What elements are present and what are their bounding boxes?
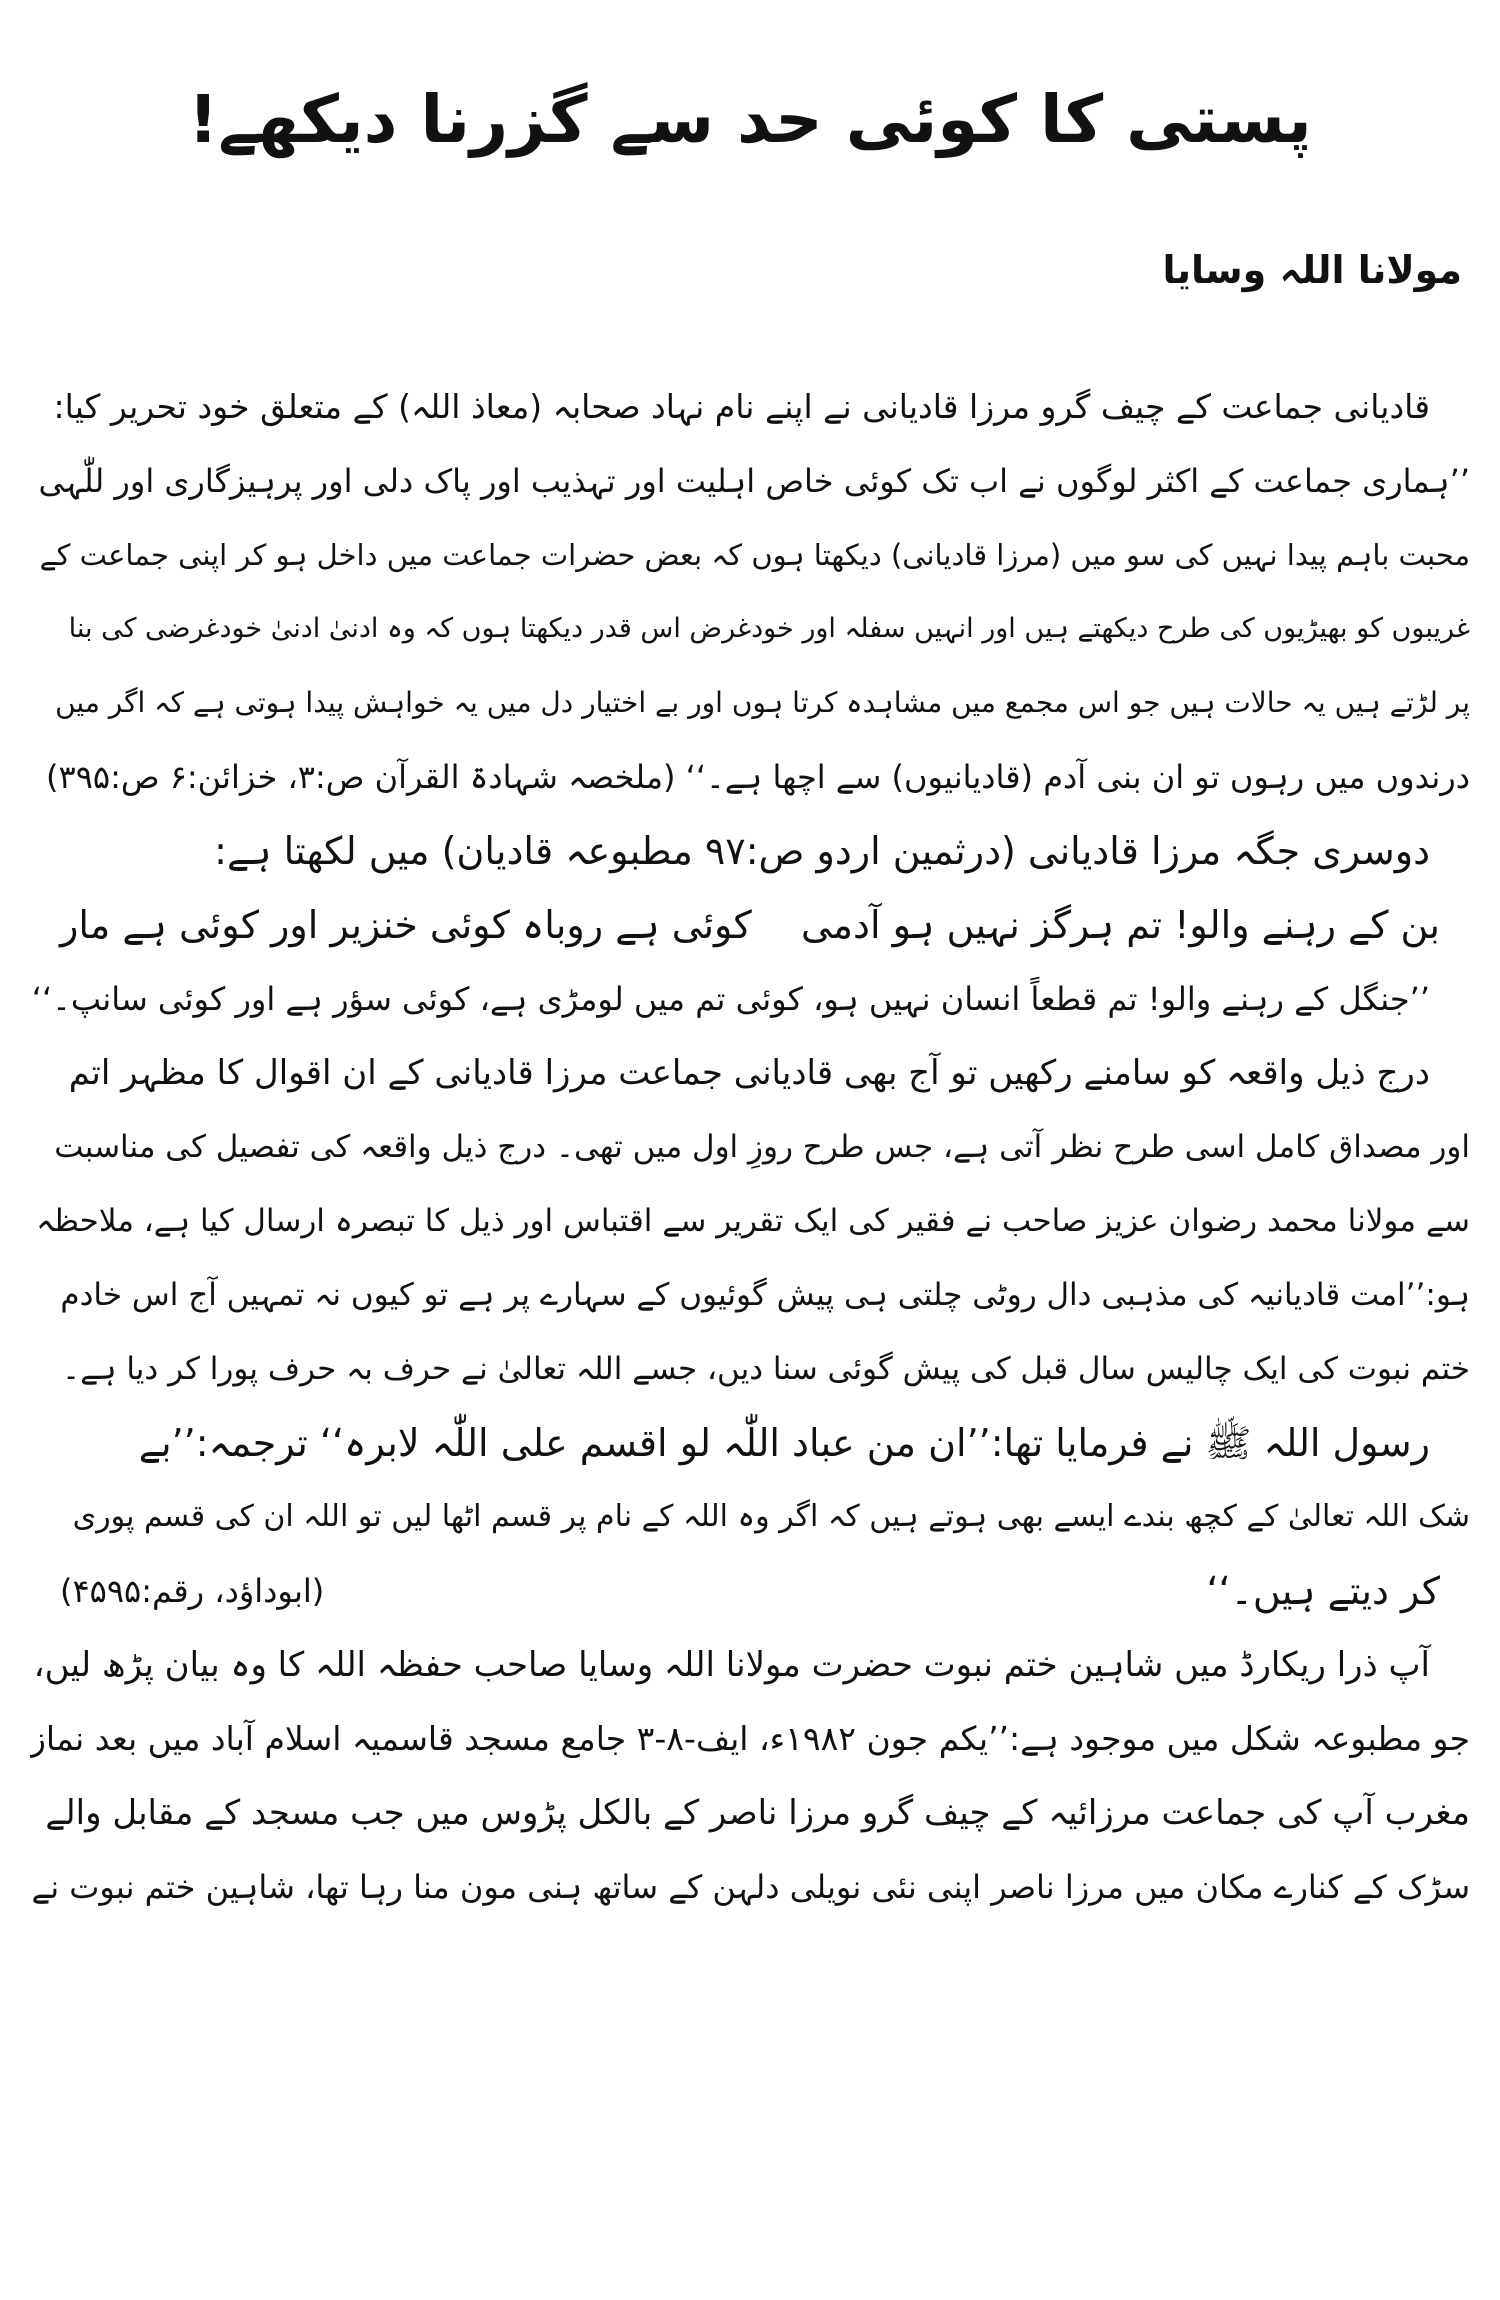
citation: (ابوداؤد، رقم:۴۵۹۵) [60,1572,325,1610]
body-line: دوسری جگہ مرزا قادیانی (درثمین اردو ص:۹۷ مطبوعہ قادیان) میں لکھتا ہے: [214,829,1430,873]
closing-text: کر دیتے ہیں۔‘‘ [1206,1569,1440,1613]
body-line: مغرب آپ کی جماعت مرزائیہ کے چیف گرو مرزا ناصر کے بالکل پڑوس میں جب مسجد کے مقابل والے [45,1793,1470,1833]
document-page [30,30,1470,2270]
body-line: اور مصداق کامل اسی طرح نظر آتی ہے، جس طرح روزِ اول میں تھی۔ درج ذیل واقعہ کی تفصیل کی مناسبت [54,1129,1470,1165]
body-line: قادیانی جماعت کے چیف گرو مرزا قادیانی نے اپنے نام نہاد صحابہ (معاذ اللہ) کے متعلق خود تحریر کیا: [53,387,1430,426]
body-line: سے مولانا محمد رضوان عزیز صاحب نے فقیر کی ایک تقریر سے اقتباس اور ذیل کا تبصرہ ارسال کیا ہے، ملاحظہ [36,1203,1470,1239]
body-line: غریبوں کو بھیڑیوں کی طرح دیکھتے ہیں اور انہیں سفلہ اور خودغرض اس قدر دیکھتا ہوں کہ وہ ادنیٰ ادنیٰ خودغرضی کی بنا [68,613,1470,644]
author-name: مولانا اللہ وسایا [1162,248,1462,292]
poem-hemistich-left: کوئی ہے روباہ کوئی خنزیر اور کوئی ہے مار [60,903,752,947]
body-line: سڑک کے کنارے مکان میں مرزا ناصر اپنی نئی نویلی دلہن کے ساتھ ہنی مون منا رہا تھا، شاہین ختم نبوت نے [31,1868,1470,1906]
body-line: شک اللہ تعالیٰ کے کچھ بندے ایسے بھی ہوتے ہیں کہ اگر وہ اللہ کے نام پر قسم اٹھا لیں تو اللہ ان کی قسم پوری [72,1499,1470,1534]
body-line: رسول اللہ ﷺ نے فرمایا تھا:’’ان من عباد اللّٰہ لو اقسم علی اللّٰہ لابرہ‘‘ ترجمہ:’’بے [138,1421,1430,1465]
body-line: آپ ذرا ریکارڈ میں شاہین ختم نبوت حضرت مولانا اللہ وسایا صاحب حفظہ اللہ کا وہ بیان پڑھ لیں، [33,1645,1430,1685]
article-title: پستی کا کوئی حد سے گزرنا دیکھے! [188,81,1312,158]
body-line: ختم نبوت کی ایک چالیس سال قبل کی پیش گوئی سنا دیں، جسے اللہ تعالیٰ نے حرف بہ حرف پورا کر دیا ہے۔ [61,1351,1470,1387]
body-line: ’’ہماری جماعت کے اکثر لوگوں نے اب تک کوئی خاص اہلیت اور تہذیب اور پاک دلی اور پرہیزگاری اور للّٰہی [38,462,1470,500]
article-body [30,370,1470,1924]
closing-line [30,1554,1470,1628]
body-line: جو مطبوعہ شکل میں موجود ہے:’’یکم جون ۱۹۸۲ء، ایف-۸-۳ جامع مسجد قاسمیہ اسلام آباد میں بعد نماز [30,1719,1470,1758]
body-line: محبت باہم پیدا نہیں کی سو میں (مرزا قادیانی) دیکھتا ہوں کہ بعض حضرات جماعت میں داخل ہو کر اپنی جماعت کے [39,538,1470,572]
body-line: پر لڑتے ہیں یہ حالات ہیں جو اس مجمع میں مشاہدہ کرتا ہوں اور بے اختیار دل میں یہ خواہش پیدا ہوتی ہے کہ اگر میں [55,686,1470,719]
body-line: ہو:’’امت قادیانیہ کی مذہبی دال روٹی چلتی ہی پیش گوئیوں کے سہارے پر ہے تو کیوں نہ تمہیں آج اس خادم [60,1277,1470,1313]
poem-hemistich-right: بن کے رہنے والو! تم ہرگز نہیں ہو آدمی [801,903,1440,947]
poem-verse [30,888,1470,962]
body-line: ’’جنگل کے رہنے والو! تم قطعاً انسان نہیں ہو، کوئی تم میں لومڑی ہے، کوئی سؤر ہے اور کوئی سانپ۔‘‘ [31,980,1430,1018]
body-line: درج ذیل واقعہ کو سامنے رکھیں تو آج بھی قادیانی جماعت مرزا قادیانی کے ان اقوال کا مظہر اتم [68,1053,1430,1093]
body-line: درندوں میں رہوں تو ان بنی آدم (قادیانیوں) سے اچھا ہے۔‘‘ (ملخصہ شہادۃ القرآن ص:۳، خزائن:۶ ص:۳۹۵) [46,758,1470,796]
